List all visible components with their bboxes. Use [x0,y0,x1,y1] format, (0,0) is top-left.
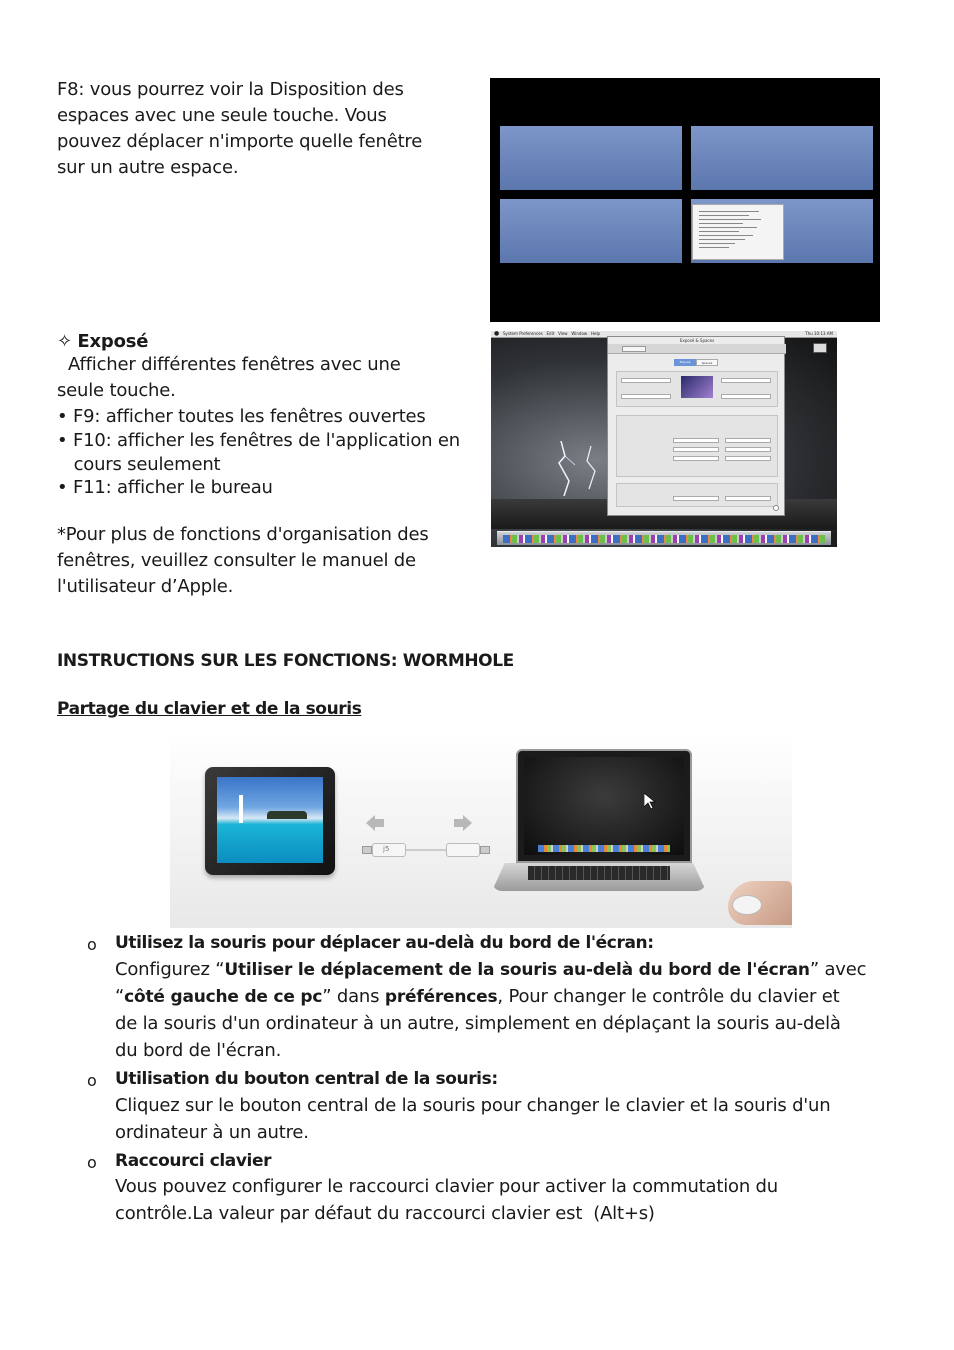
usb-body-right [446,843,480,857]
cursor-icon [644,793,656,809]
apple-icon: ● [494,331,500,337]
setting-name-move-beyond-edge: Utiliser le déplacement de la souris au-delà du bord de l'écran [224,960,810,980]
expose-note-line-3: l'utilisateur d’Apple. [57,576,234,597]
usb-wire [406,849,446,851]
shortcut-select-3[interactable] [673,456,719,461]
cable-brand-label: j5 [383,845,390,853]
f8-line-4: sur un autre espace. [57,157,239,178]
shortcut-select-6[interactable] [725,456,771,461]
laptop [492,749,706,895]
expose-line-2: seule touche. [57,380,176,401]
expose-note-line-1: *Pour plus de fonctions d'organisation des [57,524,429,545]
keyboard-mouse-sharing-subheading: Partage du clavier et de la souris [57,699,362,719]
dock [497,531,831,545]
space-window-thumbnail [692,204,784,260]
item-1-marker: o [87,935,97,954]
item-2-line-1: Cliquez sur le bouton central de la souris pour changer le clavier et la souris d'un [115,1095,831,1116]
expose-bullet-f11: • F11: afficher le bureau [57,477,273,498]
shortcut-select-1[interactable] [673,438,719,443]
window-toolbar [608,344,786,354]
tab-bar [674,359,718,366]
expose-preferences-screenshot [491,331,837,547]
item-1-title: Utilisez la souris pour déplacer au-delà du bord de l'écran: [115,933,654,953]
usb-plug-left [362,846,372,854]
wormhole-heading: INSTRUCTIONS SUR LES FONCTIONS: WORMHOLE [57,651,514,671]
expose-line-1: Afficher différentes fenêtres avec une [57,354,401,375]
laptop-keyboard [528,866,670,880]
usb-plug-right [480,846,490,854]
item-1-line-4: du bord de l'écran. [115,1040,282,1061]
shortcut-select-2[interactable] [673,447,719,452]
expose-bullet-f9: • F9: afficher toutes les fenêtres ouvertes [57,406,426,427]
space-1 [500,126,682,190]
expose-bullet-f10: • F10: afficher les fenêtres de l'application en [57,430,460,451]
corner-select-tl[interactable] [621,378,671,383]
show-all-button[interactable] [622,346,646,352]
dashboard-panel [616,483,778,507]
expose-bullet-f10-cont: cours seulement [57,454,221,475]
desktop-icon [813,343,827,353]
shortcut-select-4[interactable] [725,438,771,443]
space-2 [691,126,873,190]
help-icon[interactable] [773,505,779,511]
dashboard-select-1[interactable] [673,496,719,501]
item-1-line-1: Configurez “Utiliser le déplacement de la souris au-delà du bord de l'écran” avec [115,959,867,980]
corner-select-br[interactable] [721,394,771,399]
setting-value-left-side: côté gauche de ce pc [124,987,323,1007]
f8-line-3: pouvez déplacer n'importe quelle fenêtre [57,131,423,152]
preferences-window [607,336,785,516]
usb-body-left [372,843,406,857]
item-2-line-2: ordinateur à un autre. [115,1122,309,1143]
item-3-marker: o [87,1153,97,1172]
active-corners-panel [616,371,778,407]
f8-line-1: F8: vous pourrez voir la Disposition des [57,79,404,100]
expose-shortcuts-panel [616,415,778,477]
item-3-title: Raccourci clavier [115,1151,272,1171]
tab-spaces[interactable]: Spaces [696,359,718,366]
shortcut-select-5[interactable] [725,447,771,452]
corner-preview [681,376,713,398]
preferences-label: préférences [384,987,498,1007]
corner-select-tr[interactable] [721,378,771,383]
item-2-title: Utilisation du bouton central de la souris: [115,1069,498,1089]
laptop-screen [524,757,684,855]
laptop-lid [516,749,692,863]
spaces-screenshot [490,78,880,322]
arrow-right-icon [454,815,472,831]
expose-note-line-2: fenêtres, veuillez consulter le manuel de [57,550,416,571]
f8-line-2: espaces avec une seule touche. Vous [57,105,387,126]
mouse [732,895,762,915]
laptop-base [492,863,706,891]
item-1-line-2: “côté gauche de ce pc” dans préférences, Pour changer le contrôle du clavier et [115,986,840,1007]
item-3-line-2: contrôle.La valeur par défaut du raccourci clavier est (Alt+s) [115,1203,655,1224]
tab-expose[interactable]: Exposé [674,359,696,366]
usb-cable [362,843,490,857]
menubar-items: System Preferences Edit View Window Help [503,331,601,336]
space-3 [500,199,682,263]
tablet-screen [217,777,323,863]
item-2-marker: o [87,1071,97,1090]
menubar-clock: Thu 10:13 AM [805,331,833,336]
sparkle-icon: ✧ [57,331,72,352]
dashboard-select-2[interactable] [725,496,771,501]
corner-select-bl[interactable] [621,394,671,399]
mouse-hand [728,881,792,925]
window-title: Exposé & Spaces [679,338,715,343]
laptop-dock [538,845,670,852]
wormhole-illustration [170,733,792,928]
arrow-left-icon [366,815,384,831]
space-4 [691,199,873,263]
tablet [205,767,335,875]
item-1-line-3: de la souris d'un ordinateur à un autre, simplement en déplaçant la souris au-delà [115,1013,841,1034]
item-3-line-1: Vous pouvez configurer le raccourci clavier pour activer la commutation du [115,1176,778,1197]
expose-title: Exposé [77,331,149,352]
